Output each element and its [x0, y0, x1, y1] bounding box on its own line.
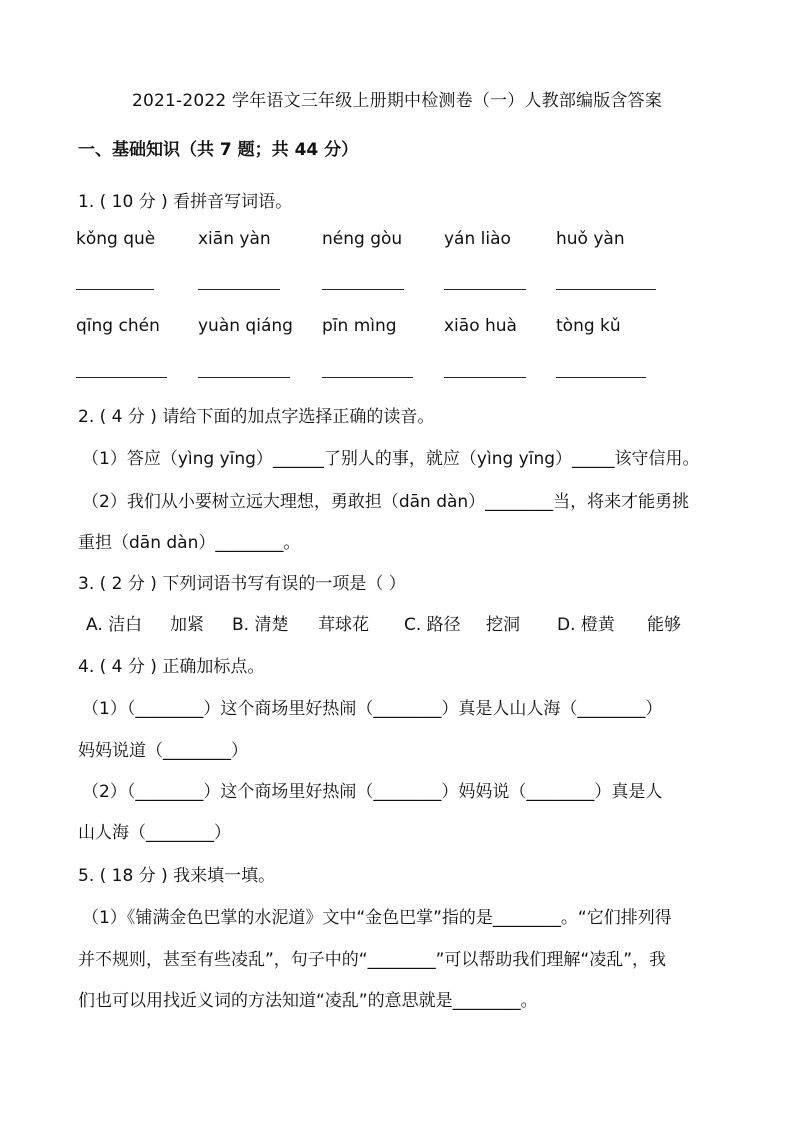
pinyin-item: yán liào	[444, 229, 511, 249]
option-c-word: 挖洞	[486, 615, 520, 635]
question-5-heading: 5. ( 18 分 ) 我来填一填。	[78, 866, 276, 886]
pinyin-item: tòng kǔ	[556, 316, 621, 336]
answer-blank[interactable]	[444, 377, 526, 378]
pinyin-item: xiān yàn	[198, 229, 271, 249]
answer-blank[interactable]	[198, 377, 290, 378]
option-b-word: 茸球花	[318, 615, 369, 635]
question-2-item-2-cont: 重担（dān dàn）________。	[78, 533, 301, 553]
answer-blank[interactable]	[322, 377, 413, 378]
option-a[interactable]: A. 洁白	[86, 615, 143, 635]
answer-blank[interactable]	[198, 289, 280, 290]
question-3-heading: 3. ( 2 分 ) 下列词语书写有误的一项是（ ）	[78, 574, 406, 594]
pinyin-item: kǒng què	[76, 229, 156, 249]
question-4-heading: 4. ( 4 分 ) 正确加标点。	[78, 657, 265, 677]
question-5-item-1-cont2: 们也可以用找近义词的方法知道“凌乱”的意思就是________。	[78, 991, 538, 1011]
question-5-item-1: （1）《铺满金色巴掌的水泥道》文中“金色巴掌”指的是________。“它们排列得	[82, 908, 672, 928]
question-4-item-2-cont: 山人海（________）	[78, 823, 231, 843]
section-heading: 一、基础知识（共 7 题；共 44 分）	[78, 140, 359, 160]
option-b[interactable]: B. 清楚	[232, 615, 289, 635]
answer-blank[interactable]	[556, 377, 646, 378]
question-4-item-1-cont: 妈妈说道（________）	[78, 741, 248, 761]
answer-blank[interactable]	[444, 289, 526, 290]
pinyin-item: pīn mìng	[322, 316, 397, 336]
question-2-item-1: （1）答应（yìng yīng）______了别人的事，就应（yìng yīng）_____该守信用。	[82, 449, 700, 469]
answer-blank[interactable]	[76, 289, 154, 290]
option-a-word: 加紧	[170, 615, 204, 635]
pinyin-item: yuàn qiáng	[198, 316, 293, 336]
pinyin-item: qīng chén	[76, 316, 160, 336]
answer-blank[interactable]	[556, 289, 656, 290]
answer-blank[interactable]	[322, 289, 404, 290]
document-title: 2021-2022 学年语文三年级上册期中检测卷（一）人教部编版含答案	[131, 91, 663, 111]
option-d[interactable]: D. 橙黄	[557, 615, 615, 635]
question-4-item-1: （1）（________）这个商场里好热闹（________）真是人山人海（________）	[82, 699, 663, 719]
answer-blank[interactable]	[76, 377, 167, 378]
pinyin-item: xiāo huà	[444, 316, 517, 336]
question-5-item-1-cont: 并不规则，甚至有些凌乱”，句子中的“________”可以帮助我们理解“凌乱”，我	[78, 950, 667, 970]
question-2-item-2: （2）我们从小要树立远大理想，勇敢担（dān dàn）________当，将来才能勇挑	[82, 492, 690, 512]
pinyin-item: néng gòu	[322, 229, 403, 249]
question-2-heading: 2. ( 4 分 ) 请给下面的加点字选择正确的读音。	[78, 407, 435, 427]
question-4-item-2: （2）（________）这个商场里好热闹（________）妈妈说（________）真是人	[82, 782, 663, 802]
question-1-heading: 1. ( 10 分 ) 看拼音写词语。	[78, 192, 293, 212]
pinyin-item: huǒ yàn	[556, 229, 625, 249]
option-d-word: 能够	[647, 615, 681, 635]
option-c[interactable]: C. 路径	[404, 615, 461, 635]
